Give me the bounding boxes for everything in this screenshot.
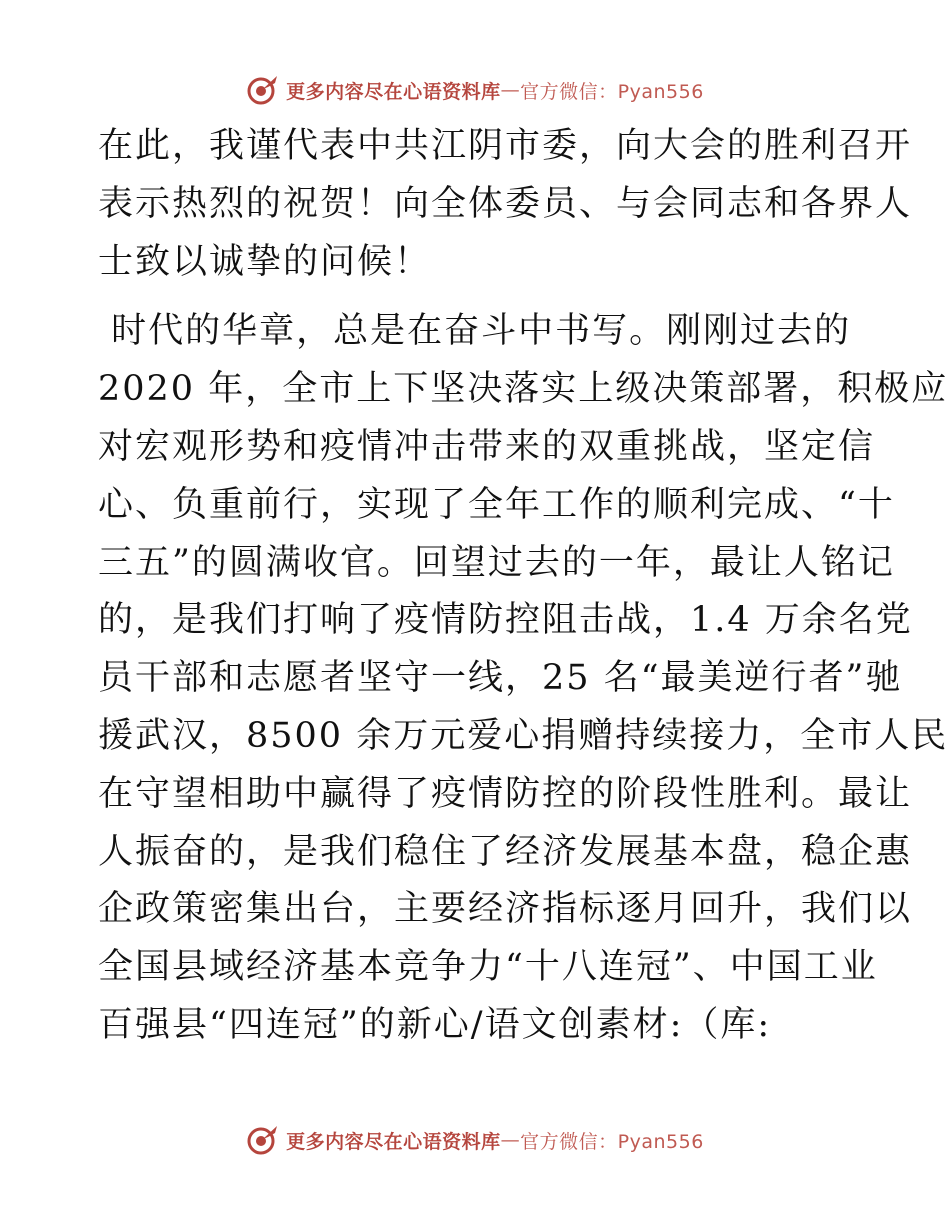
text-line: 员干部和志愿者坚守一线，25 名“最美逆行者”驰 (98, 658, 903, 699)
text-line: 士致以诚挚的问候！ (98, 241, 432, 282)
quill-logo-icon (246, 1123, 280, 1157)
paragraph-greeting (98, 118, 913, 291)
text-line: 在此，我谨代表中共江阴市委，向大会的胜利召开 (98, 126, 913, 166)
text-line: 三五”的圆满收官。回望过去的一年，最让人铭记 (98, 542, 895, 583)
text-line: 的，是我们打响了疫情防控阻击战，1.4 万余名党 (98, 600, 913, 641)
text-line: 百强县“四连冠”的新心/语文创素材:（库: (98, 1004, 772, 1045)
text-line: 心、负重前行，实现了全年工作的顺利完成、“十 (98, 484, 895, 525)
text-line: 在守望相助中赢得了疫情防控的阶段性胜利。最让 (98, 773, 913, 814)
text-line: 全国县域经济基本竞争力“十八连冠”、中国工业 (98, 947, 878, 988)
text-line: 表示热烈的祝贺！向全体委员、与会同志和各界人 (98, 183, 913, 224)
text-line: 企政策密集出台，主要经济指标逐月回升，我们以 (98, 889, 913, 930)
text-line: 援武汉，8500 余万元爱心捐赠持续接力，全市人民 (98, 715, 949, 756)
banner-separator: — (500, 79, 521, 101)
header-banner (0, 70, 950, 110)
paragraph-review (98, 303, 949, 1054)
banner-main-text: 更多内容尽在心语资料库 (286, 80, 501, 103)
text-line: 人振奋的，是我们稳住了经济发展基本盘，稳企惠 (98, 831, 913, 872)
banner-separator: — (500, 1129, 521, 1151)
banner-main-text: 更多内容尽在心语资料库 (286, 1130, 501, 1153)
document-body (98, 118, 949, 1055)
text-line: 时代的华章，总是在奋斗中书写。刚刚过去的 (98, 311, 852, 352)
text-line: 对宏观形势和疫情冲击带来的双重挑战，坚定信 (98, 426, 876, 467)
banner-wechat-text: 官方微信：Pyan556 (520, 1130, 704, 1153)
quill-logo-icon (246, 73, 280, 107)
footer-banner (0, 1120, 950, 1160)
banner-wechat-text: 官方微信：Pyan556 (520, 80, 704, 103)
text-line: 2020 年，全市上下坚决落实上级决策部署，积极应 (98, 369, 949, 410)
